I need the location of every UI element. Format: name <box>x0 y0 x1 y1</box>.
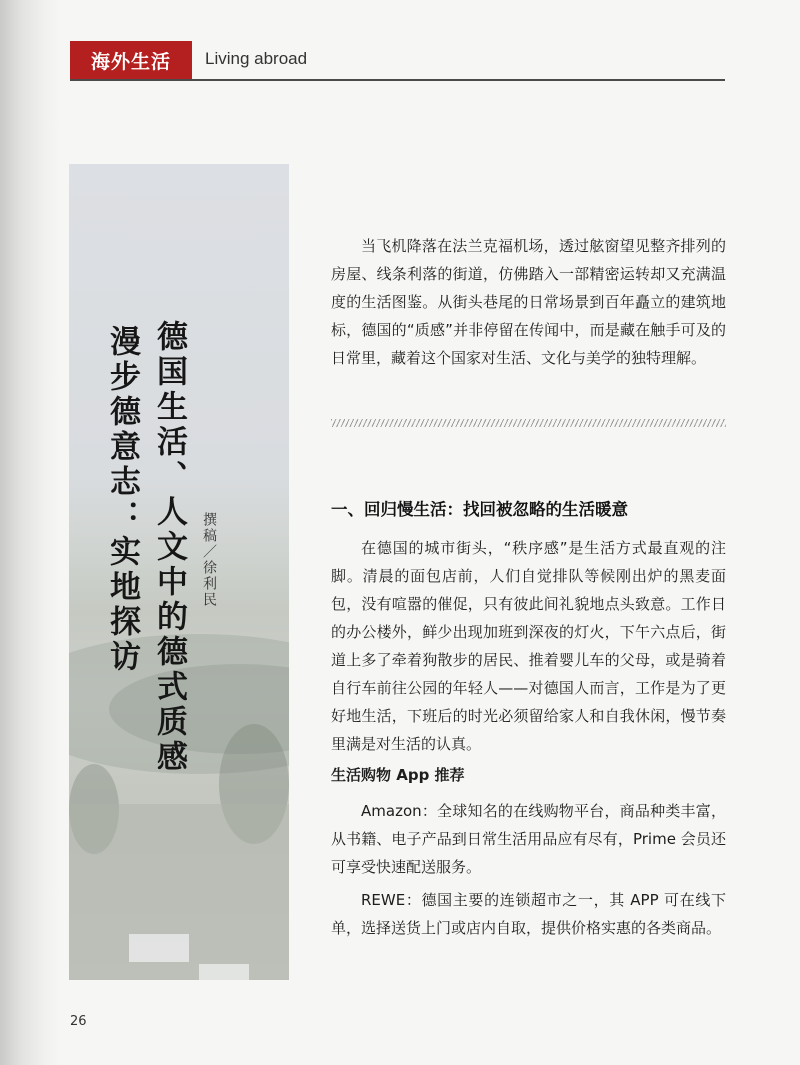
intro-paragraph: 当飞机降落在法兰克福机场，透过舷窗望见整齐排列的房屋、线条利落的街道，仿佛踏入一部精密运转却又充满温度的生活图鉴。从街头巷尾的日常场景到百年矗立的建筑地标，德国的“质感”并非停留在传闻中，而是藏在触手可及的日常里，藏着这个国家对生活、文化与美学的独特理解。 <box>331 237 726 367</box>
feature-title: 德国生活、人文中的德式质感 <box>151 320 187 775</box>
app-recommendation-rewe: REWE：德国主要的连锁超市之一，其 APP 可在线下单，选择送货上门或店内自取，提供价格实惠的各类商品。 <box>331 891 726 937</box>
byline: 撰稿／徐利民 <box>201 512 217 608</box>
photo-roof <box>129 934 189 962</box>
header-rule <box>70 79 725 81</box>
body-paragraph: 在德国的城市街头，“秩序感”是生活方式最直观的注脚。清晨的面包店前，人们自觉排队等候刚出炉的黑麦面包，没有喧嚣的催促，只有彼此间礼貌地点头致意。工作日的办公楼外，鲜少出现加班到深夜的灯火，下午六点后，街道上多了牵着狗散步的居民、推着婴儿车的父母，或是骑着自行车前往公园的年轻人——对德国人而言，工作是为了更好地生活，下班后的时光必须留给家人和自我休闲，慢节奏里满是对生活的认真。 <box>331 539 726 753</box>
page-number: 26 <box>70 1014 87 1029</box>
feature-subtitle: 漫步德意志：实地探访 <box>104 325 140 675</box>
section-label-english: Living abroad <box>205 49 308 68</box>
hatched-divider <box>331 419 726 427</box>
photo-roof <box>199 964 249 980</box>
apps-heading: 生活购物 App 推荐 <box>331 766 465 784</box>
section-heading: 一、回归慢生活：找回被忽略的生活暖意 <box>331 500 628 519</box>
section-label: 海外生活 <box>70 41 192 79</box>
app-recommendation-amazon: Amazon：全球知名的在线购物平台，商品种类丰富，从书籍、电子产品到日常生活用品应有尽有，Prime 会员还可享受快速配送服务。 <box>331 802 726 876</box>
